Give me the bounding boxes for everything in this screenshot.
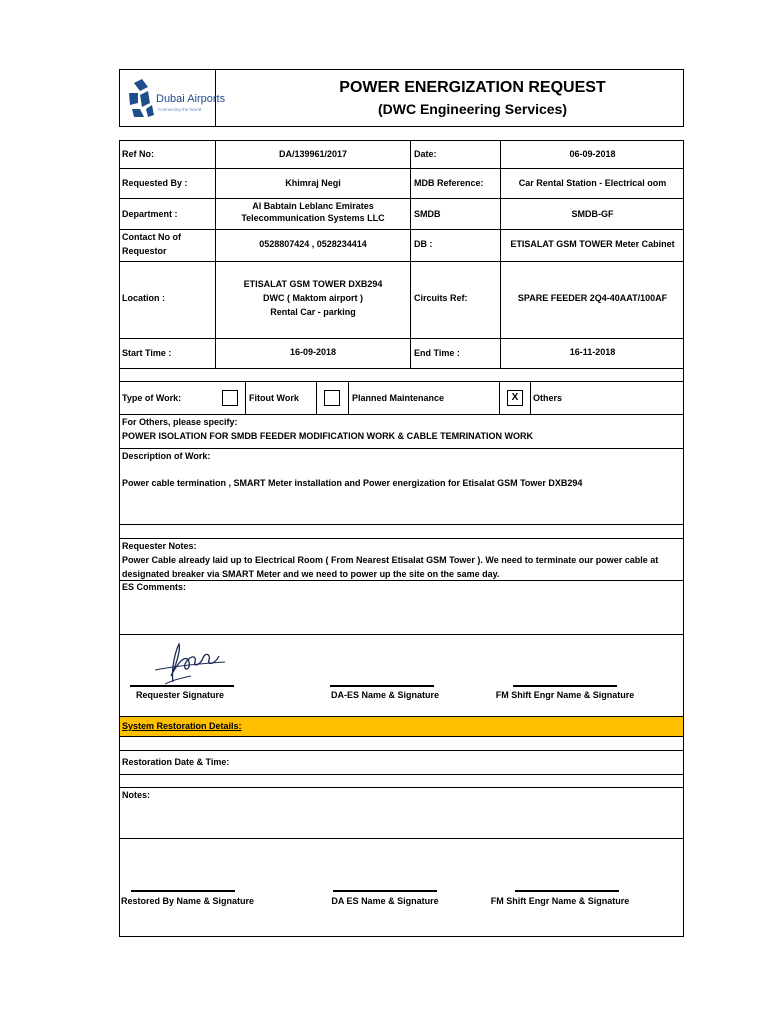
others-specify-value: POWER ISOLATION FOR SMDB FEEDER MODIFICATION WORK & CABLE TEMRINATION WORK xyxy=(122,431,533,441)
location-label: Location : xyxy=(122,293,165,303)
restored-by-signature-line xyxy=(131,890,235,892)
restoration-section-title: System Restoration Details: xyxy=(122,721,242,731)
row-divider xyxy=(119,381,684,382)
department-label: Department : xyxy=(122,209,178,219)
fm-shift-signature-line xyxy=(513,685,617,687)
start-time-value: 16-09-2018 xyxy=(289,347,337,357)
start-time-label: Start Time : xyxy=(122,348,172,358)
row-divider xyxy=(119,414,684,415)
type-of-work-label: Type of Work: xyxy=(122,393,182,403)
da-es-signature-line xyxy=(330,685,434,687)
col-divider xyxy=(530,381,531,414)
requester-notes-line1: Power Cable already laid up to Electrical Room ( From Nearest Etisalat GSM Tower ). We need to terminate our power cable at xyxy=(122,555,659,565)
requester-signature-label: Requester Signature xyxy=(135,690,225,700)
col-divider xyxy=(348,381,349,414)
db-value: ETISALAT GSM TOWER Meter Cabinet xyxy=(510,239,675,249)
department-value-line2: Telecommunication Systems LLC xyxy=(241,213,385,223)
logo-name: Dubai Airports xyxy=(156,93,226,105)
planned-maintenance-checkbox[interactable] xyxy=(324,390,340,406)
da-es-signature-label: DA-ES Name & Signature xyxy=(330,690,440,700)
row-divider xyxy=(119,198,684,199)
row-divider xyxy=(119,838,684,839)
row-divider xyxy=(119,524,684,525)
col-divider xyxy=(499,381,500,414)
page-title: POWER ENERGIZATION REQUEST xyxy=(339,79,606,96)
mdb-ref-value: Car Rental Station - Electrical oom xyxy=(518,178,667,188)
es-comments-label: ES Comments: xyxy=(122,582,187,592)
description-label: Description of Work: xyxy=(122,451,211,461)
others-specify-label: For Others, please specify: xyxy=(122,417,238,427)
fitout-work-label: Fitout Work xyxy=(249,393,299,403)
page-subtitle: (DWC Engineering Services) xyxy=(377,101,568,117)
row-divider xyxy=(119,368,684,369)
row-divider xyxy=(119,634,684,635)
circuits-label: Circuits Ref: xyxy=(414,293,468,303)
db-label: DB : xyxy=(414,239,433,249)
requested-by-value: Khimraj Negi xyxy=(285,178,341,188)
col-divider xyxy=(245,381,246,414)
row-divider xyxy=(119,448,684,449)
row-divider xyxy=(119,168,684,169)
requested-by-label: Requested By : xyxy=(122,178,188,188)
row-divider xyxy=(119,580,684,581)
fm-shift-restoration-signature-line xyxy=(515,890,619,892)
mdb-ref-label: MDB Reference: xyxy=(414,178,484,188)
row-divider xyxy=(119,774,684,775)
circuits-value: SPARE FEEDER 2Q4-40AAT/100AF xyxy=(517,293,668,303)
da-es-restoration-label: DA ES Name & Signature xyxy=(331,896,439,906)
col-divider xyxy=(410,140,411,368)
row-divider xyxy=(119,538,684,539)
date-label: Date: xyxy=(414,149,437,159)
dubai-airports-logo xyxy=(124,75,226,123)
date-value: 06-09-2018 xyxy=(569,149,616,159)
end-time-value: 16-11-2018 xyxy=(569,347,616,357)
restoration-notes-label: Notes: xyxy=(122,790,151,800)
others-checkbox[interactable]: X xyxy=(507,390,523,406)
row-divider xyxy=(119,750,684,751)
ref-no-value: DA/139961/2017 xyxy=(278,149,348,159)
end-time-label: End Time : xyxy=(414,348,460,358)
fm-shift-restoration-label: FM Shift Engr Name & Signature xyxy=(490,896,630,906)
airport-logo-icon xyxy=(124,75,226,123)
description-value: Power cable termination , SMART Meter installation and Power energization for Etisalat GSM Tower DXB294 xyxy=(122,478,583,488)
col-divider xyxy=(215,140,216,368)
requester-notes-line2: designated breaker via SMART Meter and we need to power up the site on the same day. xyxy=(122,569,500,579)
location-value-line2: DWC ( Maktom airport ) xyxy=(263,293,363,303)
planned-maintenance-label: Planned Maintenance xyxy=(352,393,445,403)
location-value-line1: ETISALAT GSM TOWER DXB294 xyxy=(243,279,383,289)
row-divider xyxy=(119,338,684,339)
row-divider xyxy=(119,229,684,230)
smdb-value: SMDB-GF xyxy=(571,209,614,219)
location-value-line3: Rental Car - parking xyxy=(270,307,356,317)
signature-scribble-icon xyxy=(145,640,235,688)
row-divider xyxy=(119,261,684,262)
restoration-date-time-label: Restoration Date & Time: xyxy=(122,757,230,767)
requester-handwritten-signature xyxy=(145,640,235,688)
col-divider xyxy=(316,381,317,414)
requester-notes-label: Requester Notes: xyxy=(122,541,197,551)
contact-label-line2: Requestor xyxy=(122,246,167,256)
row-divider xyxy=(119,736,684,737)
da-es-restoration-signature-line xyxy=(333,890,437,892)
department-value-line1: Al Babtain Leblanc Emirates xyxy=(252,201,374,211)
contact-label-line1: Contact No of xyxy=(122,232,181,242)
col-divider xyxy=(500,140,501,368)
ref-no-label: Ref No: xyxy=(122,149,154,159)
row-divider xyxy=(119,787,684,788)
requester-signature-line xyxy=(130,685,234,687)
others-label: Others xyxy=(533,393,563,403)
restored-by-label: Restored By Name & Signature xyxy=(120,896,255,906)
fm-shift-signature-label: FM Shift Engr Name & Signature xyxy=(495,690,635,700)
fitout-work-checkbox[interactable] xyxy=(222,390,238,406)
smdb-label: SMDB xyxy=(414,209,441,219)
logo-tagline: Connecting the World xyxy=(158,107,202,112)
contact-value: 0528807424 , 0528234414 xyxy=(259,239,367,249)
